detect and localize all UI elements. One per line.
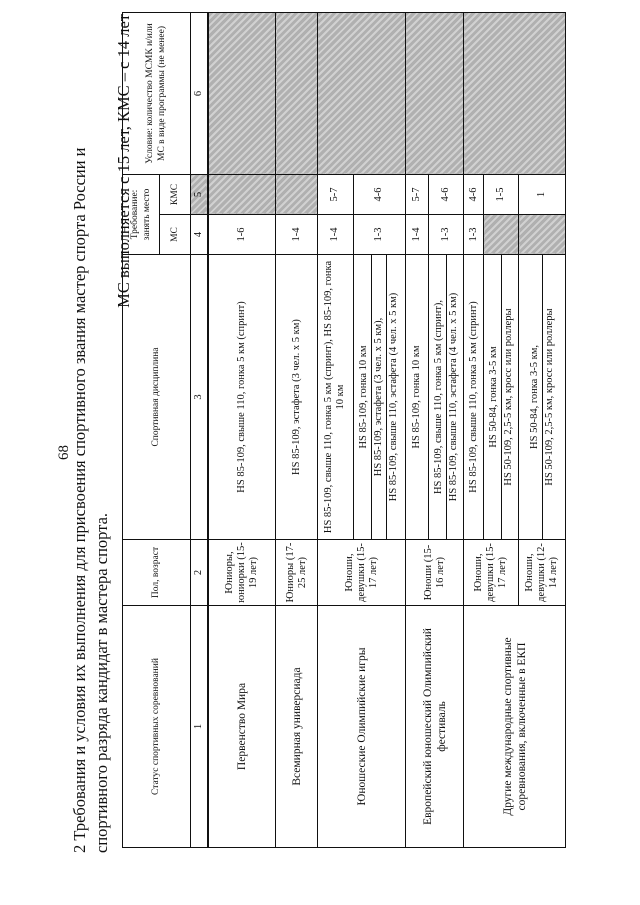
discipline-cell: HS 85-109, свыше 110, гонка 5 км (спринт) bbox=[208, 255, 276, 540]
header-discipline: Спортивная дисциплина bbox=[123, 255, 191, 540]
discipline-cell: HS 85-109, эстафета (3 чел. х 5 км) bbox=[276, 255, 318, 540]
status-cell: Всемирная универсиада bbox=[276, 606, 318, 848]
condition-cell bbox=[464, 13, 566, 175]
status-cell: Европейский юношеский Олимпийский фестиваль bbox=[406, 606, 464, 848]
header-row-1 bbox=[123, 13, 160, 848]
column-number-row bbox=[190, 13, 208, 848]
col-num-3: 3 bbox=[190, 255, 208, 540]
discipline-line: HS 85-109, свыше 110, эстафета (4 чел. х 5 км) bbox=[446, 255, 461, 539]
discipline-line: HS 85-109, свыше 110, эстафета (4 чел. х 5 км) bbox=[386, 255, 401, 539]
header-gender-age: Пол, возраст bbox=[123, 540, 191, 606]
header-requirement: Требование: занять место bbox=[123, 175, 160, 255]
col-num-2: 2 bbox=[190, 540, 208, 606]
ms-cell bbox=[519, 215, 566, 255]
discipline-line: HS 85-109, свыше 110, гонка 5 км (спринт), bbox=[432, 299, 444, 495]
kms-cell: 5-7 bbox=[318, 175, 353, 215]
header-condition: Условие: количество МСМК и/или МС в виде программы (не менее) bbox=[123, 13, 191, 175]
condition-cell bbox=[318, 13, 406, 175]
ms-cell: 1-3 bbox=[353, 215, 406, 255]
ms-cell bbox=[484, 215, 519, 255]
kms-cell: 1 bbox=[519, 175, 566, 215]
ms-cell: 1-4 bbox=[318, 215, 353, 255]
discipline-cell: HS 85-109, свыше 110, гонка 5 км (спринт) bbox=[464, 255, 484, 540]
discipline-cell bbox=[484, 255, 519, 540]
kms-cell bbox=[276, 175, 318, 215]
requirements-table bbox=[122, 12, 566, 848]
col-num-1: 1 bbox=[190, 606, 208, 848]
discipline-line: HS 50-109, 2,5-5 км, кросс или роллеры bbox=[501, 255, 516, 539]
kms-cell: 4-6 bbox=[353, 175, 406, 215]
header-ms: МС bbox=[160, 215, 190, 255]
kms-cell: 4-6 bbox=[464, 175, 484, 215]
age-cell: Юниоры (17-25 лет) bbox=[276, 540, 318, 606]
age-cell: Юноши, девушки (12-14 лет) bbox=[519, 540, 566, 606]
kms-cell bbox=[208, 175, 276, 215]
ms-cell: 1-3 bbox=[464, 215, 484, 255]
discipline-line: HS 85-109, свыше 110, гонка 5 км (спринт), HS 85-109, гонка 10 км bbox=[323, 260, 347, 534]
kms-cell: 4-6 bbox=[429, 175, 464, 215]
discipline-line: HS 50-84, гонка 3-5 км bbox=[487, 346, 499, 448]
discipline-cell bbox=[429, 255, 464, 540]
table-row bbox=[208, 13, 276, 848]
age-cell: Юноши, девушки (15-17 лет) bbox=[318, 540, 406, 606]
table-row bbox=[406, 13, 429, 848]
discipline-line: HS 50-84, гонка 3-5 км, bbox=[528, 345, 540, 449]
ms-cell: 1-6 bbox=[208, 215, 276, 255]
header-status: Статус спортивных соревнований bbox=[123, 606, 191, 848]
condition-cell bbox=[406, 13, 464, 175]
status-cell: Юношеские Олимпийские игры bbox=[318, 606, 406, 848]
discipline-cell bbox=[353, 255, 406, 540]
header-kms: КМС bbox=[160, 175, 190, 215]
discipline-line: HS 85-109, эстафета (3 чел. х 5 км), bbox=[371, 255, 386, 539]
table-row bbox=[276, 13, 318, 848]
condition-cell bbox=[276, 13, 318, 175]
kms-cell: 1-5 bbox=[484, 175, 519, 215]
discipline-cell bbox=[318, 255, 353, 540]
condition-cell bbox=[208, 13, 276, 175]
col-num-4: 4 bbox=[190, 215, 208, 255]
kms-cell: 5-7 bbox=[406, 175, 429, 215]
age-cell: Юноши (15-16 лет) bbox=[406, 540, 464, 606]
age-cell: Юниоры, юниорки (15-19 лет) bbox=[208, 540, 276, 606]
discipline-line: HS 85-109, гонка 10 км bbox=[358, 345, 370, 449]
status-cell: Другие международные спортивные соревнования, включенные в ЕКП bbox=[464, 606, 566, 848]
col-num-5: 5 bbox=[190, 175, 208, 215]
ms-cell: 1-3 bbox=[429, 215, 464, 255]
heading-line-1: 2 Требования и условия их выполнения для присвоения спортивного звания мастер спорта России и bbox=[70, 147, 89, 853]
age-cell: Юноши, девушки (15-17 лет) bbox=[464, 540, 519, 606]
col-num-6: 6 bbox=[190, 13, 208, 175]
table-row bbox=[464, 13, 484, 848]
heading-line-2: спортивного разряда кандидат в мастера спорта. bbox=[92, 512, 111, 853]
ms-cell: 1-4 bbox=[406, 215, 429, 255]
table-row bbox=[318, 13, 353, 848]
ms-cell: 1-4 bbox=[276, 215, 318, 255]
age-rule: МС выполняется с 15 лет, КМС – с 14 лет bbox=[114, 14, 133, 308]
page-number: 68 bbox=[56, 445, 72, 460]
discipline-cell bbox=[519, 255, 566, 540]
discipline-line: HS 50-109, 2,5-5 км, кросс или роллеры bbox=[542, 255, 557, 539]
status-cell: Первенство Мира bbox=[208, 606, 276, 848]
discipline-cell: HS 85-109, гонка 10 км bbox=[406, 255, 429, 540]
